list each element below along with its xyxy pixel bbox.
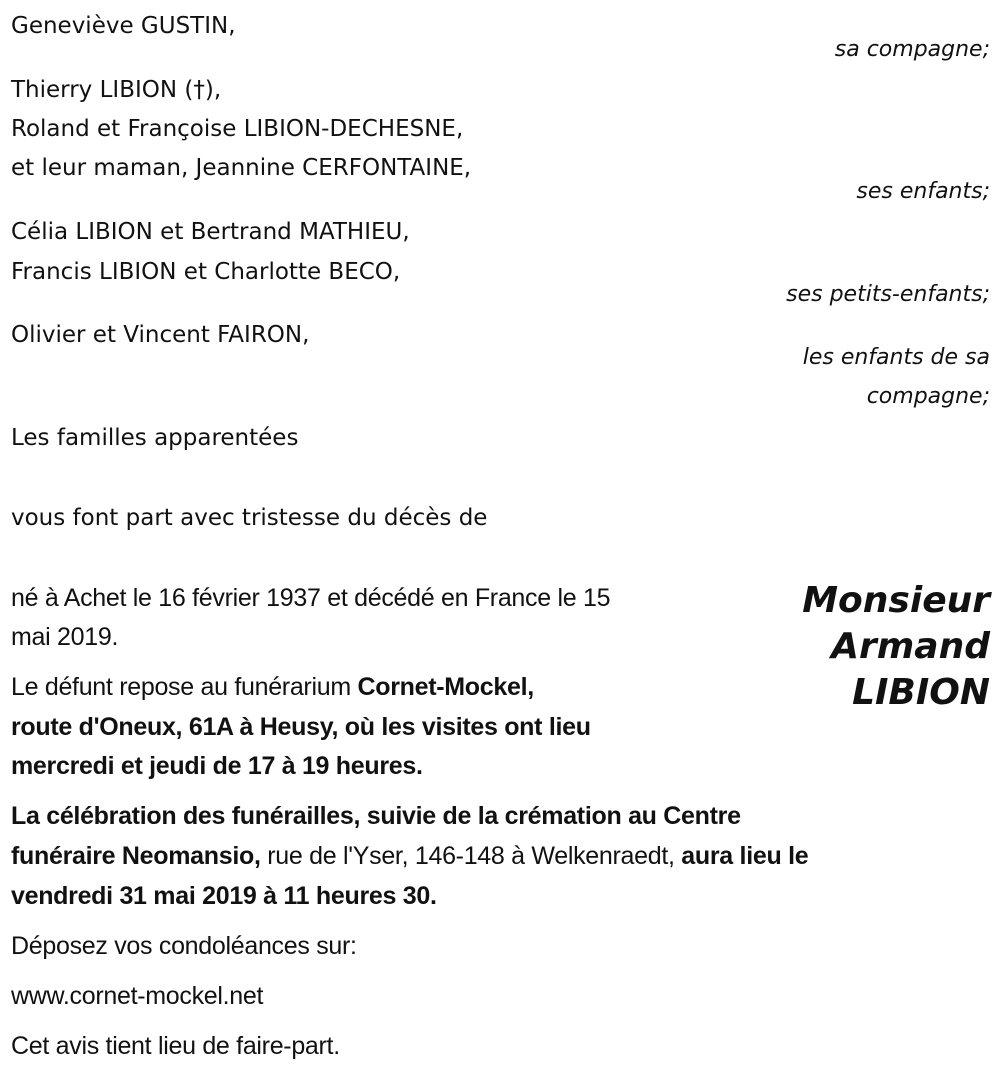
ceremony-line2 (11, 842, 808, 870)
ceremony-line1: La célébration des funérailles, suivie de la crémation au Centre (11, 802, 741, 830)
family-member-child-3: et leur maman, Jeannine CERFONTAINE, (11, 155, 472, 181)
birth-death-line1: né à Achet le 16 février 1937 et décédé en France le 15 (11, 584, 611, 612)
family-member-companion: Geneviève GUSTIN, (11, 13, 236, 39)
closing-note: Cet avis tient lieu de faire-part. (11, 1032, 340, 1060)
deceased-name (802, 578, 990, 716)
announcement: vous font part avec tristesse du décès de (11, 505, 488, 531)
ceremony-date-prefix: aura lieu le (681, 842, 809, 870)
deceased-first-name: Armand (831, 626, 990, 667)
birth-death-line2: mai 2019. (11, 623, 119, 651)
family-member-stepchildren: Olivier et Vincent FAIRON, (11, 322, 310, 348)
visiting-hours: mercredi et jeudi de 17 à 19 heures. (11, 752, 423, 780)
relation-stepchildren-line2: compagne; (866, 384, 990, 409)
relation-grandchildren: ses petits-enfants; (786, 282, 990, 307)
resting-place-line2: route d'Oneux, 61A à Heusy, où les visites ont lieu (11, 713, 591, 741)
resting-place-line1 (11, 673, 534, 701)
crematorium-name: funéraire Neomansio, (11, 842, 261, 870)
resting-prefix: Le défunt repose au funérarium (11, 673, 358, 701)
crematorium-address: rue de l'Yser, 146-148 à Welkenraedt, (260, 842, 682, 870)
condolences-label: Déposez vos condoléances sur: (11, 932, 357, 960)
family-member-child-2: Roland et Françoise LIBION-DECHESNE, (11, 116, 464, 142)
family-member-child-1: Thierry LIBION (†), (11, 77, 222, 103)
website-link[interactable]: www.cornet-mockel.net (11, 982, 264, 1010)
deceased-last-name: LIBION (852, 672, 990, 713)
relation-children: ses enfants; (856, 179, 990, 204)
family-member-grandchild-1: Célia LIBION et Bertrand MATHIEU, (11, 219, 410, 245)
related-families: Les familles apparentées (11, 425, 299, 451)
funeral-home-name: Cornet-Mockel, (357, 673, 534, 701)
relation-companion: sa compagne; (834, 37, 990, 62)
family-member-grandchild-2: Francis LIBION et Charlotte BECO, (11, 259, 401, 285)
ceremony-date: vendredi 31 mai 2019 à 11 heures 30. (11, 882, 437, 910)
relation-stepchildren-line1: les enfants de sa (802, 345, 990, 370)
deceased-title: Monsieur (802, 580, 990, 621)
